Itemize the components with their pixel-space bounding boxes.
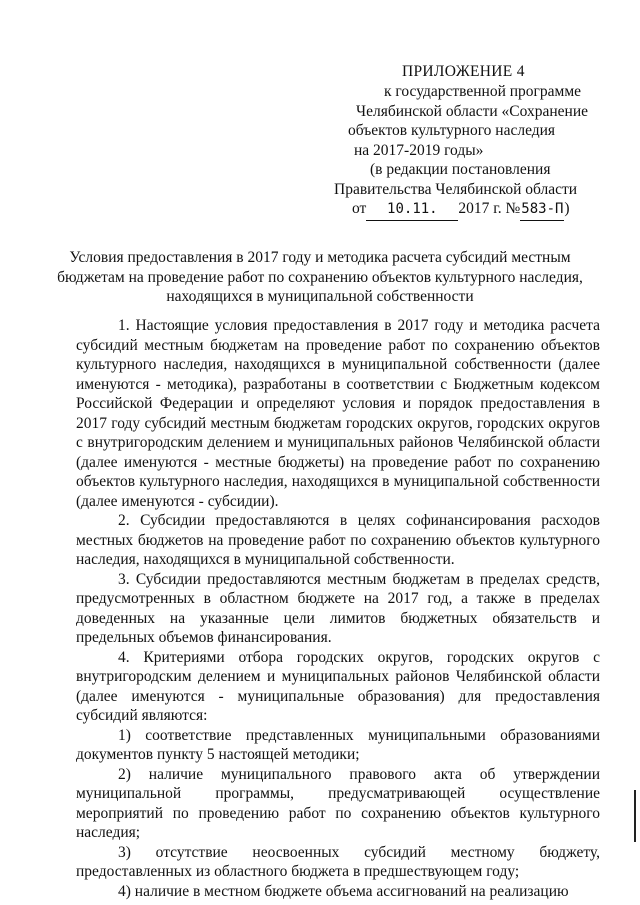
document-body [76, 316, 600, 901]
appendix-line-2: Челябинской области «Сохранение [356, 103, 589, 120]
appendix-title: ПРИЛОЖЕНИЕ 4 [402, 63, 525, 80]
appendix-line-3: объектов культурного наследия [348, 122, 556, 139]
appendix-line-4: на 2017-2019 годы» [354, 142, 484, 159]
paragraph-4-item-1: 1) соответствие представленных муниципальными образованиями документов пункту 5 настоящей методики; [76, 726, 600, 763]
date-value: 10.11. [387, 201, 438, 217]
paragraph-4-item-3: 3) отсутствие неосвоенных субсидий местному бюджету, предоставленных из областного бюджета в предшествующем году; [76, 843, 600, 880]
number-value: 583-П [521, 201, 564, 217]
paragraph-4: 4. Критериями отбора городских округов, городских округов с внутригородским делением и муниципальных районов Челябинской области (далее именуются - муниципальные образования) для предоставления субсидий являются: [76, 648, 600, 724]
appendix-line-5: (в редакции постановления [370, 161, 551, 178]
appendix-ot: от [352, 200, 367, 217]
paragraph-3: 3. Субсидии предоставляются местным бюджетам в пределах средств, предусмотренных в областном бюджете на 2017 год, а также в пределах доведенных на указанные цели лимитов бюджетных обязательств и предельных объемов финансирования. [76, 570, 600, 646]
appendix-year: 2017 г. № [458, 200, 521, 217]
paragraph-2: 2. Субсидии предоставляются в целях софинансирования расходов местных бюджетов на проведение работ по сохранению объектов культурного наследия, находящихся в муниципальной собственности. [76, 512, 600, 568]
appendix-date-line [352, 199, 570, 221]
appendix-line-6: Правительства Челябинской области [334, 181, 578, 198]
paragraph-1: 1. Настоящие условия предоставления в 2017 году и методика расчета субсидий местным бюджетам на проведение работ по сохранению объектов культурного наследия, находящихся в муниципальной собственности (далее именуются - методика), разработаны в соответствии с Бюджетным кодексом Российской Федерации и определяют условия и порядок предоставления в 2017 году субсидий местным бюджетам городских округов, городских округов с внутригородским делением и муниципальных районов Челябинской области (далее именуются - местные бюджеты) на проведение работ по сохранению объектов культурного наследия, находящихся в муниципальной собственности (далее именуются - субсидии). [76, 317, 600, 510]
appendix-line-1: к государственной программе [384, 83, 582, 100]
paragraph-4-item-2: 2) наличие муниципального правового акта об утверждении муниципальной программы, предусматривающей осуществление мероприятий по проведению работ по сохранению объектов культурного наследия; [76, 765, 600, 841]
number-field [520, 199, 564, 221]
document-title: Условия предоставления в 2017 году и методика расчета субсидий местным бюджетам на проведение работ по сохранению объектов культурного наследия, находящихся в муниципальной собственности [57, 249, 583, 305]
date-field [366, 199, 458, 221]
paragraph-4-item-4: 4) наличие в местном бюджете объема ассигнований на реализацию [118, 882, 569, 900]
appendix-close: ) [564, 200, 570, 217]
scan-edge-mark [634, 790, 636, 842]
